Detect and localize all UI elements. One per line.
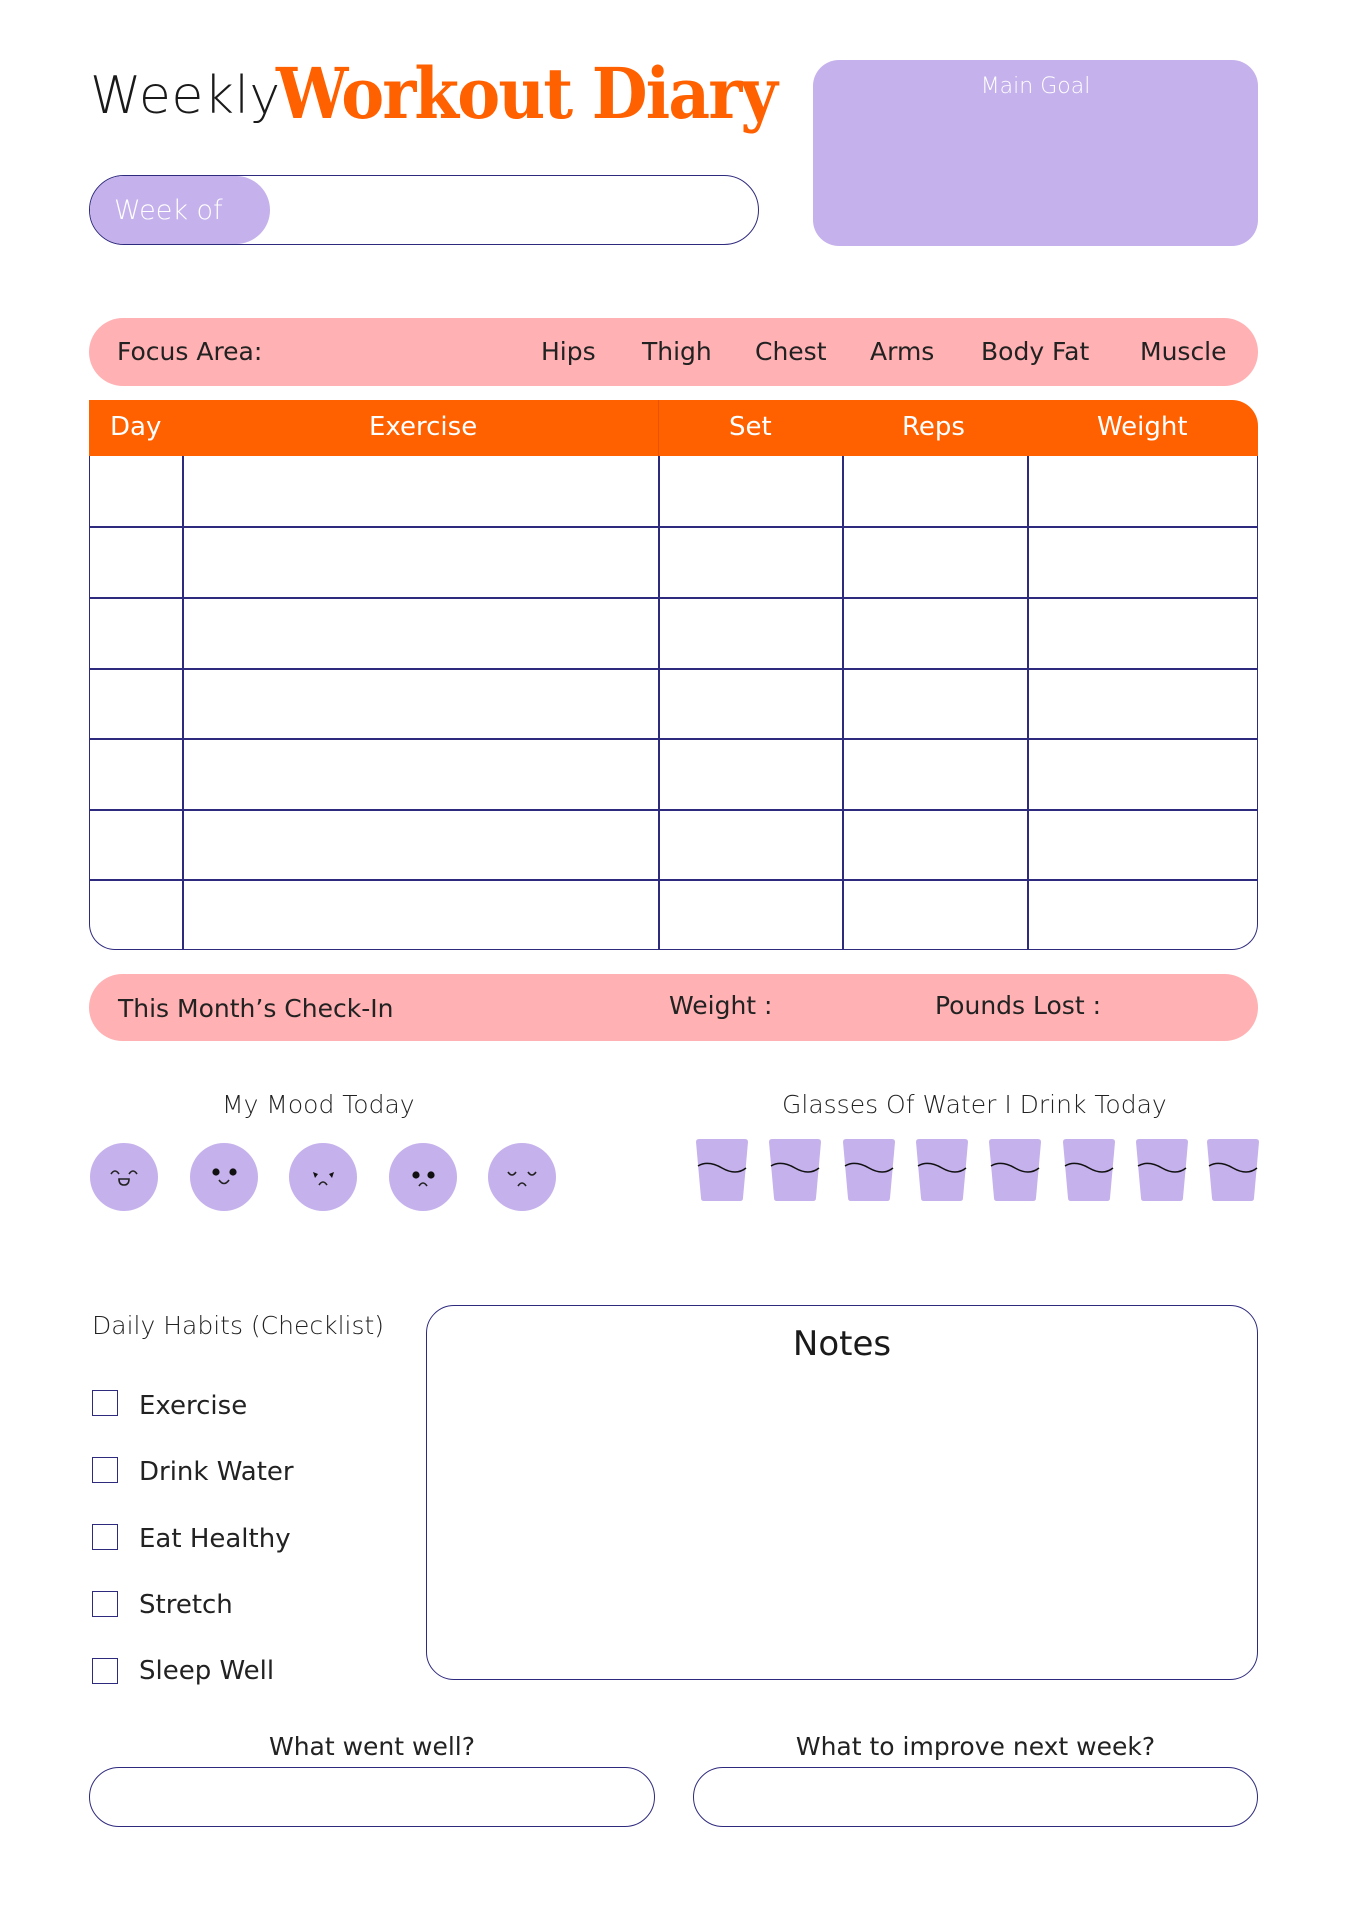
table-cell-set[interactable] [658, 809, 842, 880]
water-glass-icon[interactable] [1063, 1139, 1115, 1201]
habit-checkbox-drink-water[interactable] [92, 1457, 118, 1483]
table-cell-set[interactable] [658, 879, 842, 950]
column-header-exercise: Exercise [369, 412, 478, 442]
focus-area-bar [89, 318, 1258, 386]
habit-label-exercise: Exercise [139, 1391, 248, 1421]
focus-option-body-fat[interactable]: Body Fat [981, 337, 1090, 366]
smile-face-icon[interactable] [190, 1143, 258, 1211]
check-in-pounds-lost-label[interactable]: Pounds Lost : [935, 991, 1101, 1020]
table-cell-day[interactable] [89, 738, 182, 809]
column-header-reps: Reps [902, 412, 965, 442]
title-prefix: Weekly [90, 66, 281, 126]
table-cell-set[interactable] [658, 527, 842, 598]
habit-label-drink-water: Drink Water [139, 1457, 294, 1487]
table-cell-weight[interactable] [1027, 527, 1258, 598]
happy-face-icon[interactable] [90, 1143, 158, 1211]
week-of-field[interactable] [89, 175, 759, 245]
water-glass-icon[interactable] [1207, 1139, 1259, 1201]
table-cell-reps[interactable] [842, 809, 1027, 880]
main-goal-label: Main Goal [980, 74, 1091, 99]
table-cell-weight[interactable] [1027, 879, 1258, 950]
table-cell-exercise[interactable] [182, 668, 658, 739]
improve-label: What to improve next week? [795, 1732, 1156, 1761]
angry-face-icon[interactable] [289, 1143, 357, 1211]
table-cell-weight[interactable] [1027, 809, 1258, 880]
water-glass-icon[interactable] [769, 1139, 821, 1201]
habits-title: Daily Habits (Checklist) [92, 1311, 385, 1340]
focus-option-arms[interactable]: Arms [870, 337, 935, 366]
workout-log-table [89, 400, 1258, 950]
table-cell-exercise[interactable] [182, 456, 658, 527]
table-cell-exercise[interactable] [182, 597, 658, 668]
went-well-label: What went well? [268, 1732, 476, 1761]
table-cell-set[interactable] [658, 597, 842, 668]
water-glass-icon[interactable] [696, 1139, 748, 1201]
water-glass-icon[interactable] [989, 1139, 1041, 1201]
water-glass-icon[interactable] [916, 1139, 968, 1201]
table-cell-exercise[interactable] [182, 879, 658, 950]
habit-checkbox-exercise[interactable] [92, 1390, 118, 1416]
tired-face-icon[interactable] [488, 1143, 556, 1211]
habit-checkbox-eat-healthy[interactable] [92, 1524, 118, 1550]
habit-checkbox-stretch[interactable] [92, 1591, 118, 1617]
focus-area-label: Focus Area: [117, 337, 263, 366]
notes-box[interactable] [426, 1305, 1258, 1680]
water-title: Glasses Of Water I Drink Today [782, 1090, 1167, 1119]
page-title: Workout Diary [276, 52, 776, 135]
table-cell-day[interactable] [89, 809, 182, 880]
main-goal-box[interactable] [813, 60, 1258, 246]
improve-input[interactable] [693, 1767, 1258, 1827]
table-cell-exercise[interactable] [182, 809, 658, 880]
column-header-weight: Weight [1097, 412, 1188, 442]
table-cell-reps[interactable] [842, 597, 1027, 668]
check-in-weight-label[interactable]: Weight : [669, 991, 773, 1020]
week-of-label: Week of [114, 195, 223, 226]
table-cell-day[interactable] [89, 879, 182, 950]
habit-label-sleep-well: Sleep Well [139, 1656, 275, 1686]
water-glass-icon[interactable] [1136, 1139, 1188, 1201]
table-cell-day[interactable] [89, 597, 182, 668]
table-cell-day[interactable] [89, 456, 182, 527]
focus-option-muscle[interactable]: Muscle [1140, 337, 1227, 366]
went-well-input[interactable] [89, 1767, 655, 1827]
table-cell-weight[interactable] [1027, 668, 1258, 739]
water-glass-icon[interactable] [843, 1139, 895, 1201]
table-cell-set[interactable] [658, 456, 842, 527]
habit-label-stretch: Stretch [139, 1590, 233, 1620]
table-cell-exercise[interactable] [182, 738, 658, 809]
table-cell-weight[interactable] [1027, 456, 1258, 527]
column-header-day: Day [110, 412, 162, 442]
table-cell-day[interactable] [89, 527, 182, 598]
table-cell-weight[interactable] [1027, 597, 1258, 668]
table-cell-set[interactable] [658, 738, 842, 809]
header-divider [658, 400, 659, 456]
sad-face-icon[interactable] [389, 1143, 457, 1211]
focus-option-thigh[interactable]: Thigh [642, 337, 712, 366]
table-cell-day[interactable] [89, 668, 182, 739]
table-cell-reps[interactable] [842, 738, 1027, 809]
table-cell-reps[interactable] [842, 879, 1027, 950]
column-header-set: Set [729, 412, 772, 442]
table-cell-exercise[interactable] [182, 527, 658, 598]
table-cell-reps[interactable] [842, 527, 1027, 598]
table-cell-reps[interactable] [842, 456, 1027, 527]
habit-checkbox-sleep-well[interactable] [92, 1658, 118, 1684]
table-cell-weight[interactable] [1027, 738, 1258, 809]
mood-title: My Mood Today [222, 1090, 415, 1119]
focus-option-chest[interactable]: Chest [755, 337, 827, 366]
notes-title: Notes [792, 1324, 892, 1364]
table-cell-reps[interactable] [842, 668, 1027, 739]
habit-label-eat-healthy: Eat Healthy [139, 1524, 291, 1554]
focus-option-hips[interactable]: Hips [541, 337, 596, 366]
table-header [89, 400, 1258, 456]
monthly-check-in-bar [89, 974, 1258, 1041]
check-in-title: This Month’s Check-In [118, 994, 394, 1023]
table-cell-set[interactable] [658, 668, 842, 739]
